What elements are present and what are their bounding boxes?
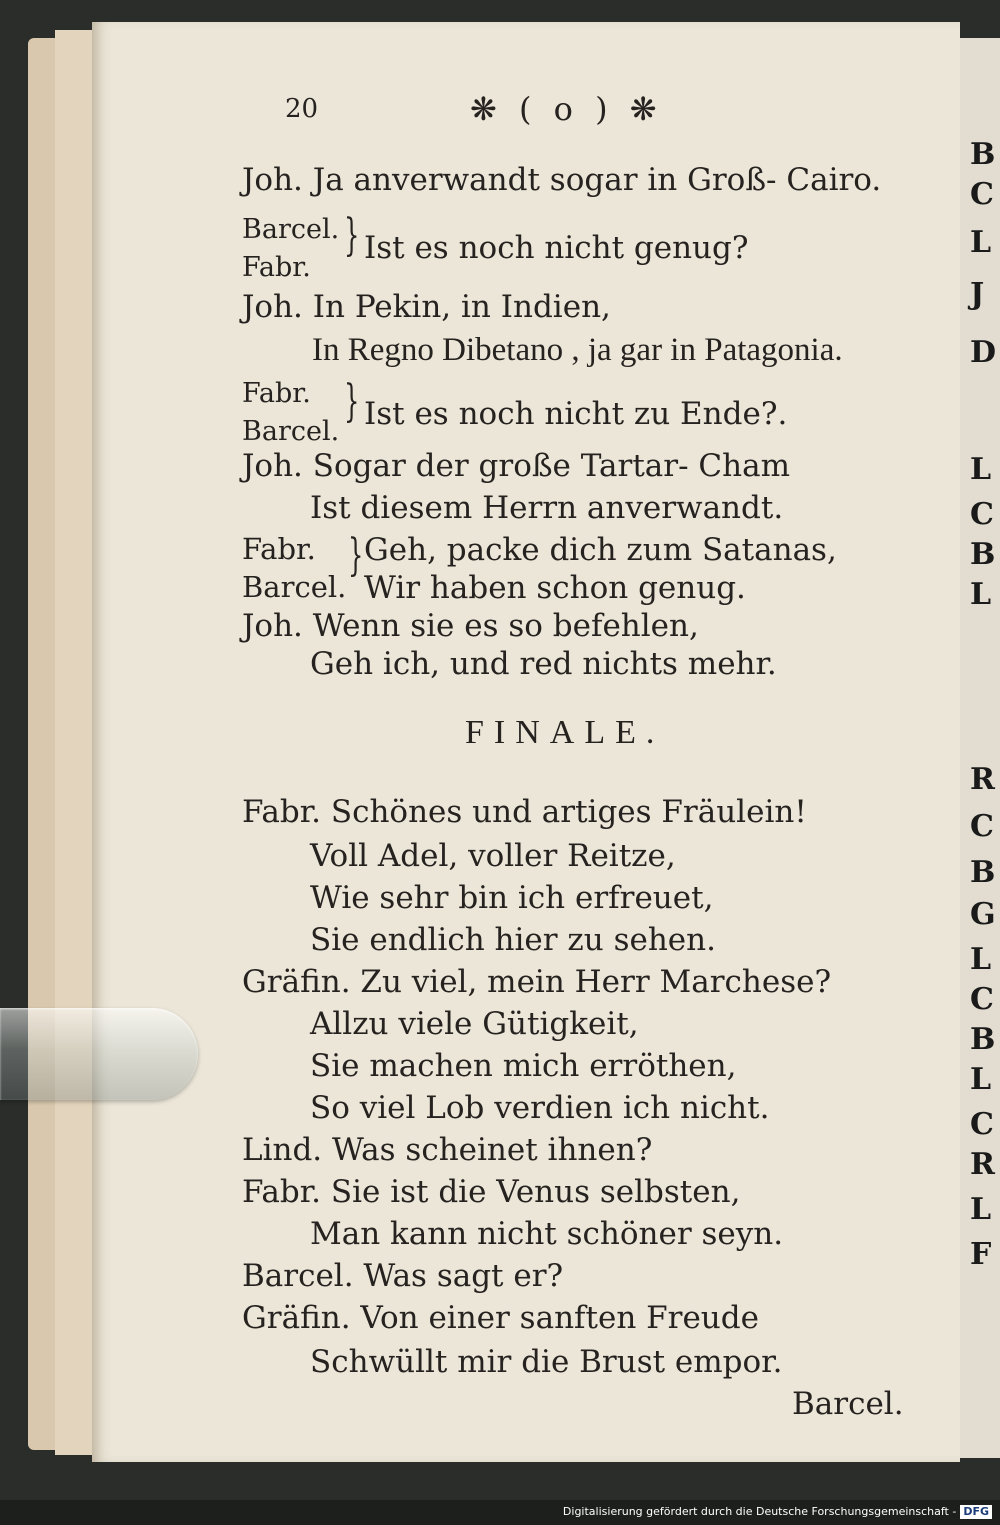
speaker-label: Barcel.: [242, 214, 340, 245]
facing-page-letter: R: [970, 762, 995, 797]
text-line: Schwüllt mir die Brust empor.: [310, 1344, 783, 1380]
footer-text: Digitalisierung gefördert durch die Deutsche Forschungsgemeinschaft -: [562, 1505, 957, 1518]
speaker-label: Fabr.: [242, 252, 311, 283]
text-line: Sie endlich hier zu sehen.: [310, 922, 716, 958]
text-line: Wie sehr bin ich erfreuet,: [310, 880, 714, 916]
speaker-label: Barcel.: [242, 570, 347, 604]
page-number: 20: [285, 94, 319, 124]
text-line: Fabr. Sie ist die Venus selbsten,: [242, 1174, 741, 1210]
facing-page-letter: C: [970, 1107, 994, 1142]
facing-page-letter: L: [970, 452, 992, 487]
text-line: Joh. Wenn sie es so befehlen,: [242, 608, 699, 644]
dfg-logo: DFG: [960, 1505, 992, 1519]
facing-page-letter: R: [970, 1147, 995, 1182]
text-line: So viel Lob verdien ich nicht.: [310, 1090, 770, 1126]
facing-page-letter: C: [970, 809, 994, 844]
facing-page-letter: B: [970, 137, 996, 172]
brace-icon: }: [348, 530, 364, 581]
brace-icon: }: [344, 210, 360, 261]
speaker-label: Fabr.: [242, 532, 316, 566]
facing-page-letter: L: [970, 225, 992, 260]
facing-page-letter: L: [970, 1062, 992, 1097]
facing-page-letter: B: [970, 537, 996, 572]
text-line: Geh, packe dich zum Satanas,: [364, 532, 837, 568]
facing-page-letter: L: [970, 942, 992, 977]
text-line: Gräfin. Zu viel, mein Herr Marchese?: [242, 964, 832, 1000]
text-line: Man kann nicht schöner seyn.: [310, 1216, 784, 1252]
text-line: Barcel. Was sagt er?: [242, 1258, 564, 1294]
text-line: Gräfin. Von einer sanften Freude: [242, 1300, 759, 1336]
text-line: Wir haben schon genug.: [364, 570, 746, 606]
text-line: Voll Adel, voller Reitze,: [310, 838, 676, 874]
footer-bar: [2, 1503, 992, 1521]
text-line: Allzu viele Gütigkeit,: [310, 1006, 639, 1042]
facing-page-letter: G: [970, 897, 996, 932]
page-header-ornament: ❋ ( o ) ❋: [470, 90, 663, 128]
facing-page-letter: F: [970, 1237, 992, 1272]
text-line: Ist es noch nicht genug?: [364, 230, 749, 266]
facing-page-letter: C: [970, 982, 994, 1017]
catchword: Barcel.: [792, 1386, 904, 1422]
text-line: Fabr. Schönes und artiges Fräulein!: [242, 794, 807, 830]
facing-page-letter: B: [970, 855, 996, 890]
text-line: Ist diesem Herrn anverwandt.: [310, 490, 784, 526]
text-line: Lind. Was scheinet ihnen?: [242, 1132, 653, 1168]
text-line: In Regno Dibetano , ja gar in Patagonia.: [312, 332, 843, 368]
text-line: Joh. Sogar der große Tartar- Cham: [242, 448, 790, 484]
facing-page-letter: C: [970, 177, 994, 212]
facing-page-letter: J: [970, 277, 985, 312]
facing-page-letter: L: [970, 1192, 992, 1227]
brace-icon: }: [344, 376, 360, 427]
page-clip: [0, 1008, 198, 1100]
text-line: Joh. In Pekin, in Indien,: [242, 289, 611, 325]
section-heading: FINALE.: [465, 714, 665, 751]
facing-page-letter: B: [970, 1022, 996, 1057]
book-page: [92, 22, 960, 1462]
facing-page-letter: L: [970, 577, 992, 612]
text-line: Geh ich, und red nichts mehr.: [310, 646, 777, 682]
facing-page-letter: D: [970, 335, 997, 370]
facing-page-letter: C: [970, 497, 994, 532]
text-line: Ist es noch nicht zu Ende?.: [364, 396, 788, 432]
text-line: Sie machen mich erröthen,: [310, 1048, 737, 1084]
speaker-label: Fabr.: [242, 378, 311, 409]
text-line: Joh. Ja anverwandt sogar in Groß- Cairo.: [242, 162, 882, 198]
speaker-label: Barcel.: [242, 416, 340, 447]
